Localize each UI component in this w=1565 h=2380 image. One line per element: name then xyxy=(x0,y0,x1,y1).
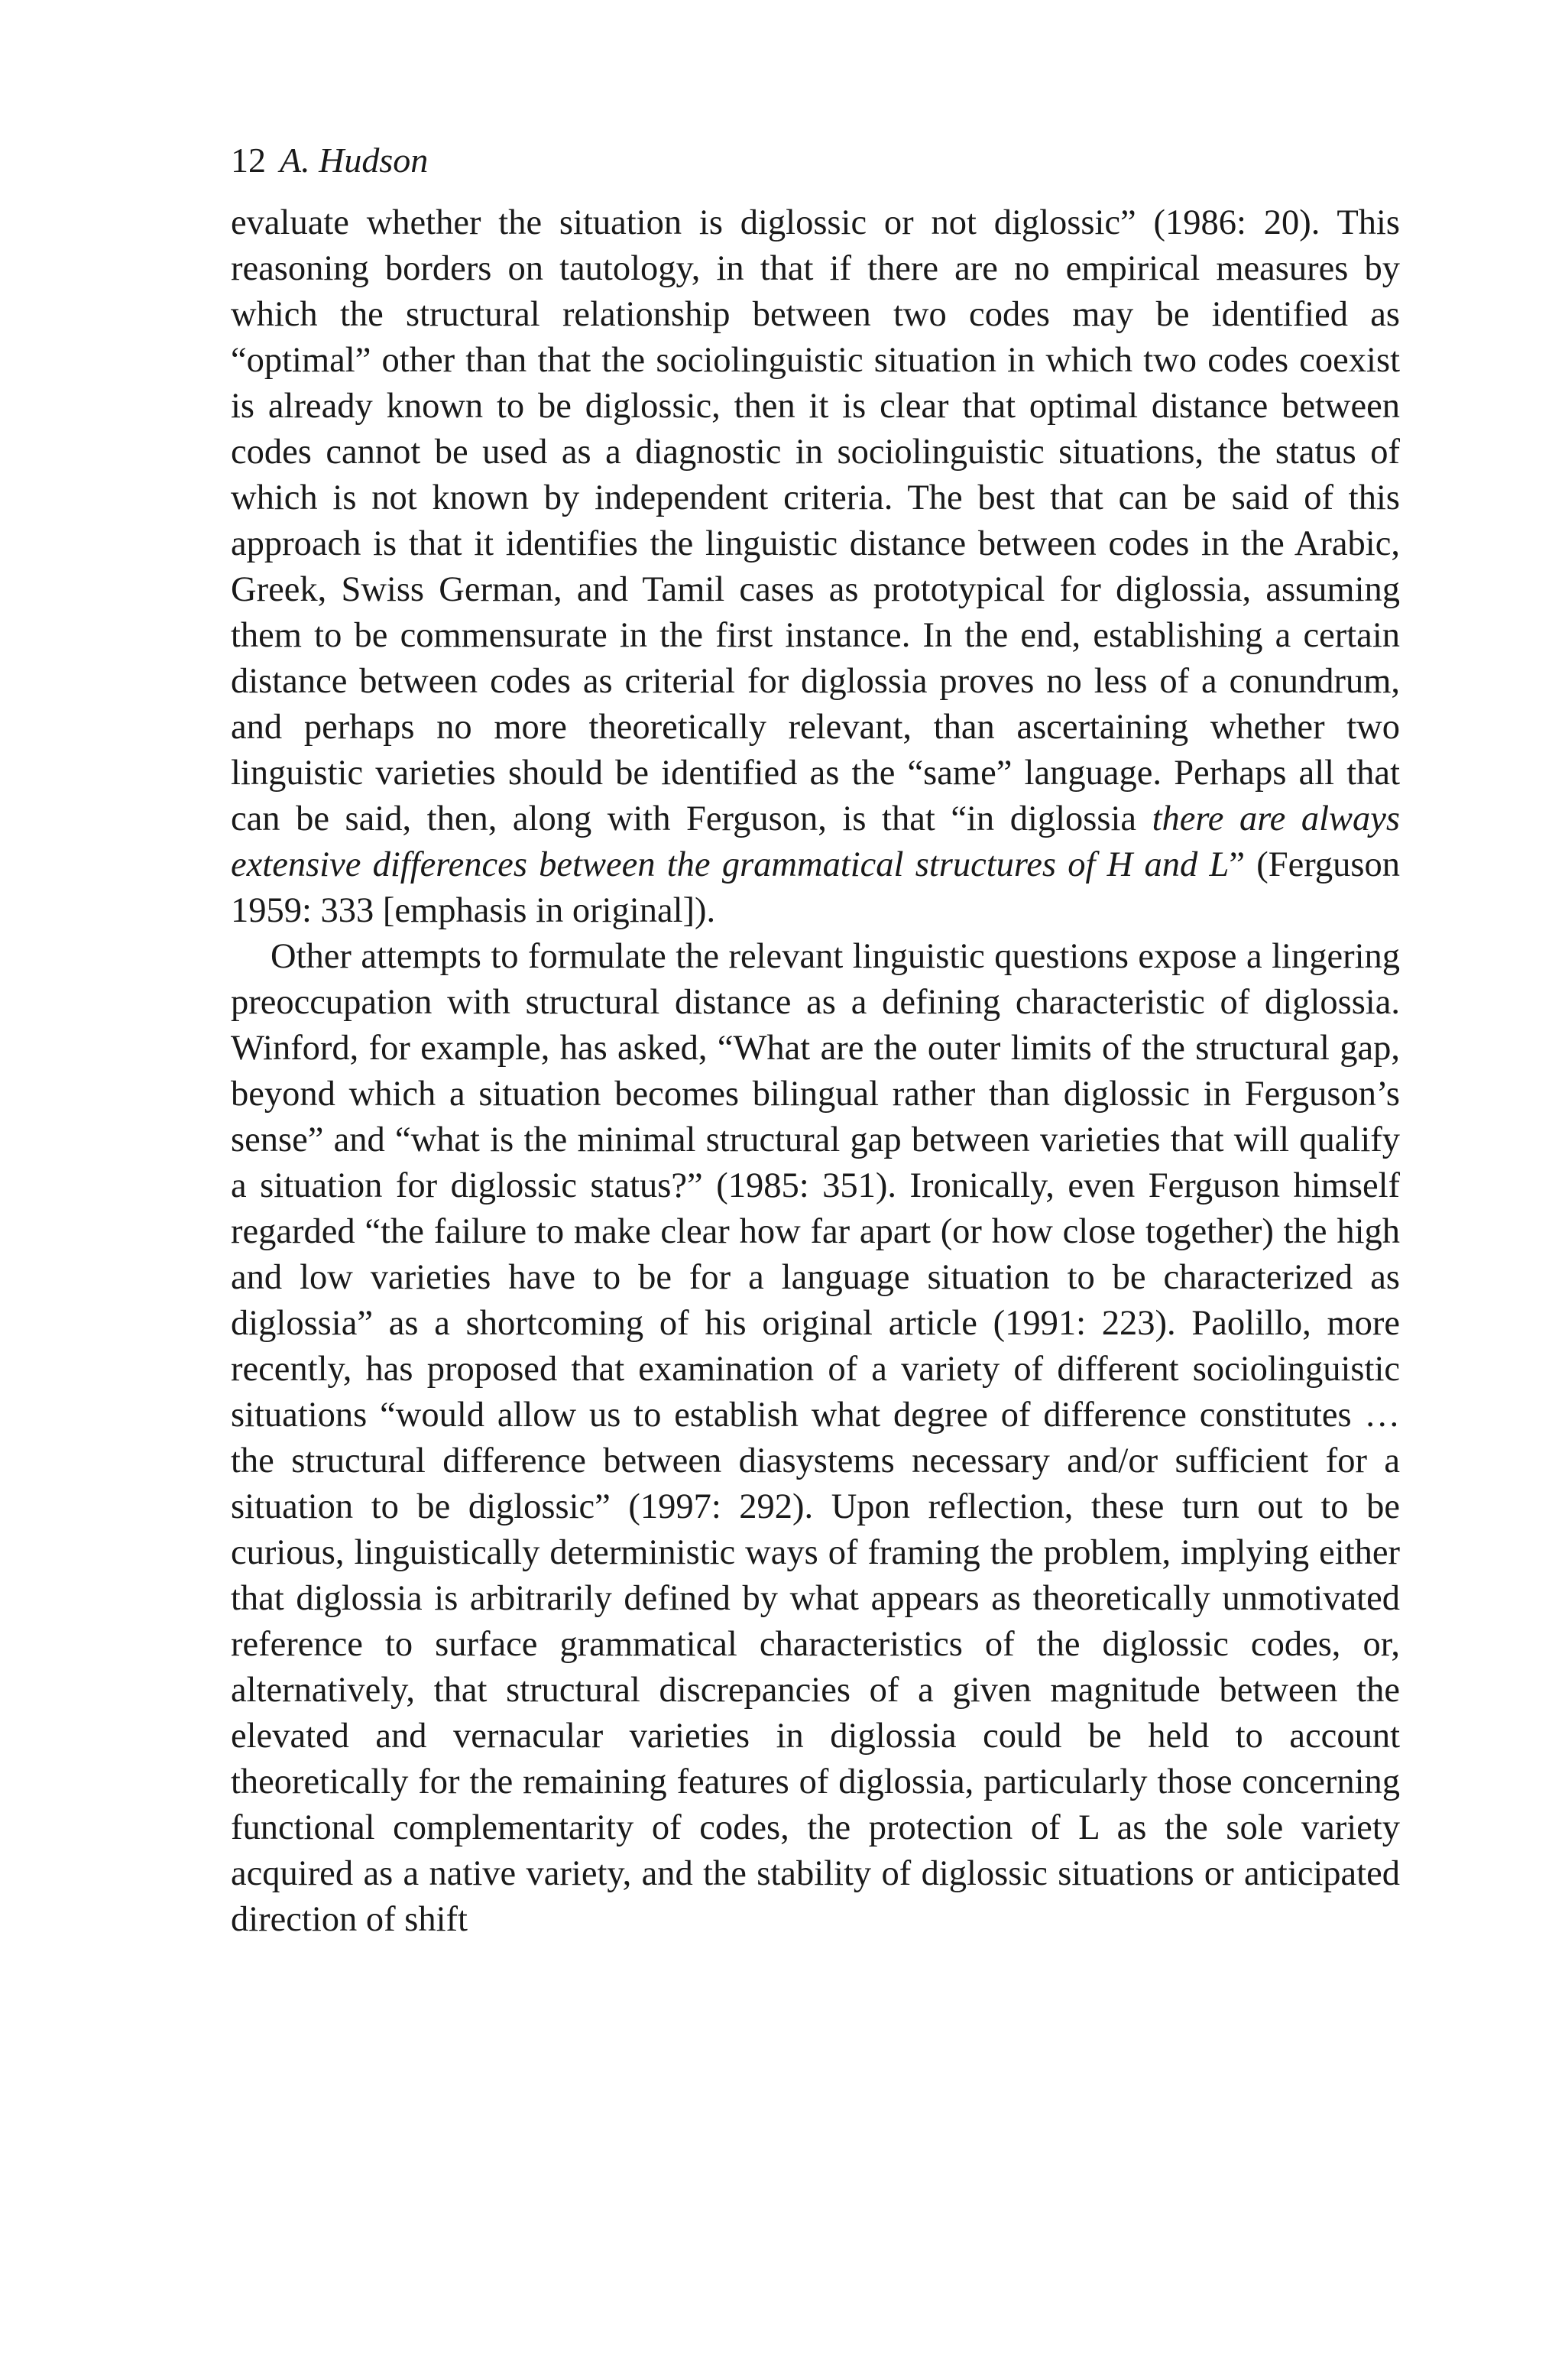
paragraph-1 xyxy=(231,200,1400,934)
running-head xyxy=(231,138,1400,183)
paragraph-quote-emphasis: there are always extensive differences between the grammatical structures of H and L xyxy=(231,799,1400,884)
paragraph-text: Other attempts to formulate the relevant linguistic questions expose a lingering preoccupation with structural distance as a defining characteristic of diglossia. Winford, for example, has asked, “What are the outer limits of the structural gap, beyond which a situation becomes bilingual rather than diglossic in Ferguson’s sense” and “what is the minimal structural gap between varieties that will qualify a situation for diglossic status?” (1985: 351). Ironically, even Ferguson himself regarded “the failure to make clear how far apart (or how close together) the high and low varieties have to be for a language situation to be characterized as diglossia” as a shortcoming of his original article (1991: 223). Paolillo, more recently, has proposed that examination of a variety of different sociolinguistic situations “would allow us to establish what degree of difference constitutes … the structural difference between diasystems necessary and/or sufficient for a situation to be diglossic” (1997: 292). Upon reflection, these turn out to be curious, linguistically deterministic ways of framing the problem, implying either that diglossia is arbitrarily defined by what appears as theoretically unmotivated reference to surface grammatical characteristics of the diglossic codes, or, alternatively, that structural discrepancies of a given magnitude between the elevated and vernacular varieties in diglossia could be held to account theoretically for the remaining features of diglossia, particularly those concerning functional complementarity of codes, the protection of L as the sole variety acquired as a native variety, and the stability of diglossic situations or anticipated direction of shift xyxy=(231,937,1400,1939)
running-head-author: A. Hudson xyxy=(280,141,429,180)
paragraph-text: ” (Ferguson 1959: 333 [emphasis in original]). xyxy=(231,845,1400,930)
paragraph-text: evaluate whether the situation is diglossic or not diglossic” (1986: 20). This reasoning borders on tautology, in that if there are no empirical measures by which the structural relationship between two codes may be identified as “optimal” other than that the sociolinguistic situation in which two codes coexist is already known to be diglossic, then it is clear that optimal distance between codes cannot be used as a diagnostic in sociolinguistic situations, the status of which is not known by independent criteria. The best that can be said of this approach is that it identifies the linguistic distance between codes in the Arabic, Greek, Swiss German, and Tamil cases as prototypical for diglossia, assuming them to be commensurate in the first instance. In the end, establishing a certain distance between codes as criterial for diglossia proves no less of a conundrum, and perhaps no more theoretically relevant, than ascertaining whether two linguistic varieties should be identified as the “same” language. Perhaps all that can be said, then, along with Ferguson, is that “in diglossia xyxy=(231,203,1400,838)
document-page xyxy=(231,138,1400,1943)
paragraph-2 xyxy=(231,934,1400,1943)
page-number: 12 xyxy=(231,141,266,180)
